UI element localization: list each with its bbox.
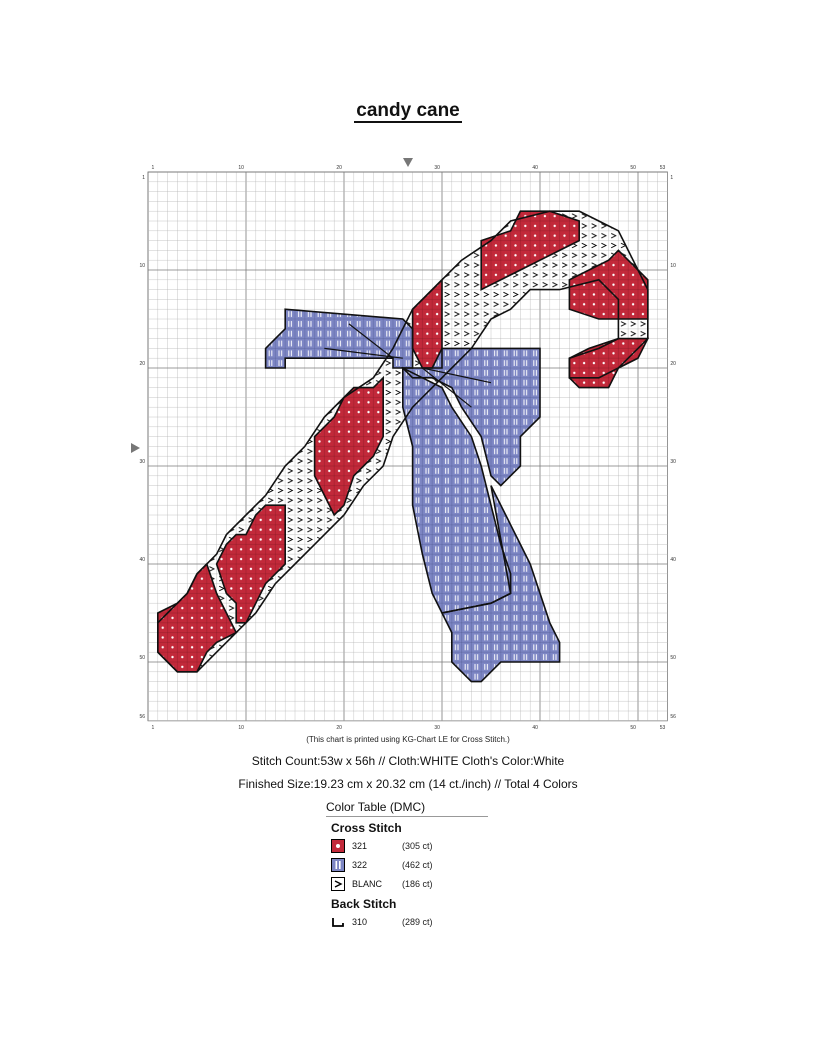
- right-tick-label: 1: [670, 174, 674, 181]
- top-tick-label: 50: [630, 165, 636, 171]
- bottom-tick-label: 1: [151, 724, 155, 731]
- back-stitch-section-title: Back Stitch: [331, 897, 397, 911]
- left-tick-label: 1: [142, 174, 145, 181]
- color-table-header: Color Table (DMC): [326, 800, 488, 817]
- finished-size-info: Finished Size:19.23 cm x 20.32 cm (14 ct./inch) // Total 4 Colors: [238, 777, 578, 791]
- bottom-tick-label: 10: [238, 724, 244, 731]
- left-tick-label: 20: [139, 361, 145, 368]
- center-column-marker-icon: [403, 158, 413, 167]
- footer-note: (This chart is printed using KG-Chart LE for Cross Stitch.): [306, 735, 510, 744]
- bottom-tick-label: 20: [336, 724, 342, 731]
- legend-count: (186 ct): [402, 879, 433, 889]
- bottom-tick-label: 40: [532, 724, 538, 731]
- legend-row: [331, 838, 433, 854]
- cross-stitch-chart: [0, 150, 816, 740]
- top-tick-label: 53: [659, 165, 666, 171]
- right-tick-label: 50: [670, 655, 676, 662]
- center-row-marker-icon: [131, 443, 140, 453]
- right-tick-label: 30: [670, 459, 676, 466]
- right-tick-label: 20: [670, 361, 676, 368]
- right-tick-label: 10: [670, 263, 676, 270]
- top-tick-label: 10: [238, 165, 244, 171]
- legend-row: [331, 914, 433, 930]
- right-tick-label: 40: [670, 557, 676, 564]
- legend-row: [331, 857, 433, 873]
- left-tick-label: 30: [139, 459, 145, 466]
- top-tick-label: 30: [434, 165, 440, 171]
- left-tick-label: 50: [139, 655, 145, 662]
- right-tick-label: 56: [670, 713, 676, 720]
- bottom-tick-label: 53: [659, 724, 666, 731]
- legend-code: 310: [352, 917, 368, 927]
- legend-row: [331, 876, 433, 892]
- top-tick-label: 1: [151, 165, 155, 171]
- top-tick-label: 20: [336, 165, 342, 171]
- back-stitch-icon: [331, 915, 345, 929]
- left-tick-label: 10: [139, 263, 145, 270]
- dot-icon: [331, 839, 345, 853]
- legend-code: 322: [352, 860, 368, 870]
- left-tick-label: 40: [139, 557, 145, 564]
- legend-code: 321: [352, 841, 368, 851]
- legend-count: (305 ct): [402, 841, 433, 851]
- chevron-right-icon: [331, 877, 345, 891]
- top-tick-label: 40: [532, 165, 538, 171]
- bottom-tick-label: 30: [434, 724, 440, 731]
- cross-stitch-section-title: Cross Stitch: [331, 821, 402, 835]
- double-bar-icon: [331, 858, 345, 872]
- legend-count: (289 ct): [402, 917, 433, 927]
- chart-title: candy cane: [356, 100, 460, 121]
- left-tick-label: 56: [139, 713, 145, 720]
- legend-count: (462 ct): [402, 860, 433, 870]
- stitch-count-info: Stitch Count:53w x 56h // Cloth:WHITE Cloth's Color:White: [251, 754, 565, 768]
- bottom-tick-label: 50: [630, 724, 636, 731]
- legend-code: BLANC: [352, 879, 383, 889]
